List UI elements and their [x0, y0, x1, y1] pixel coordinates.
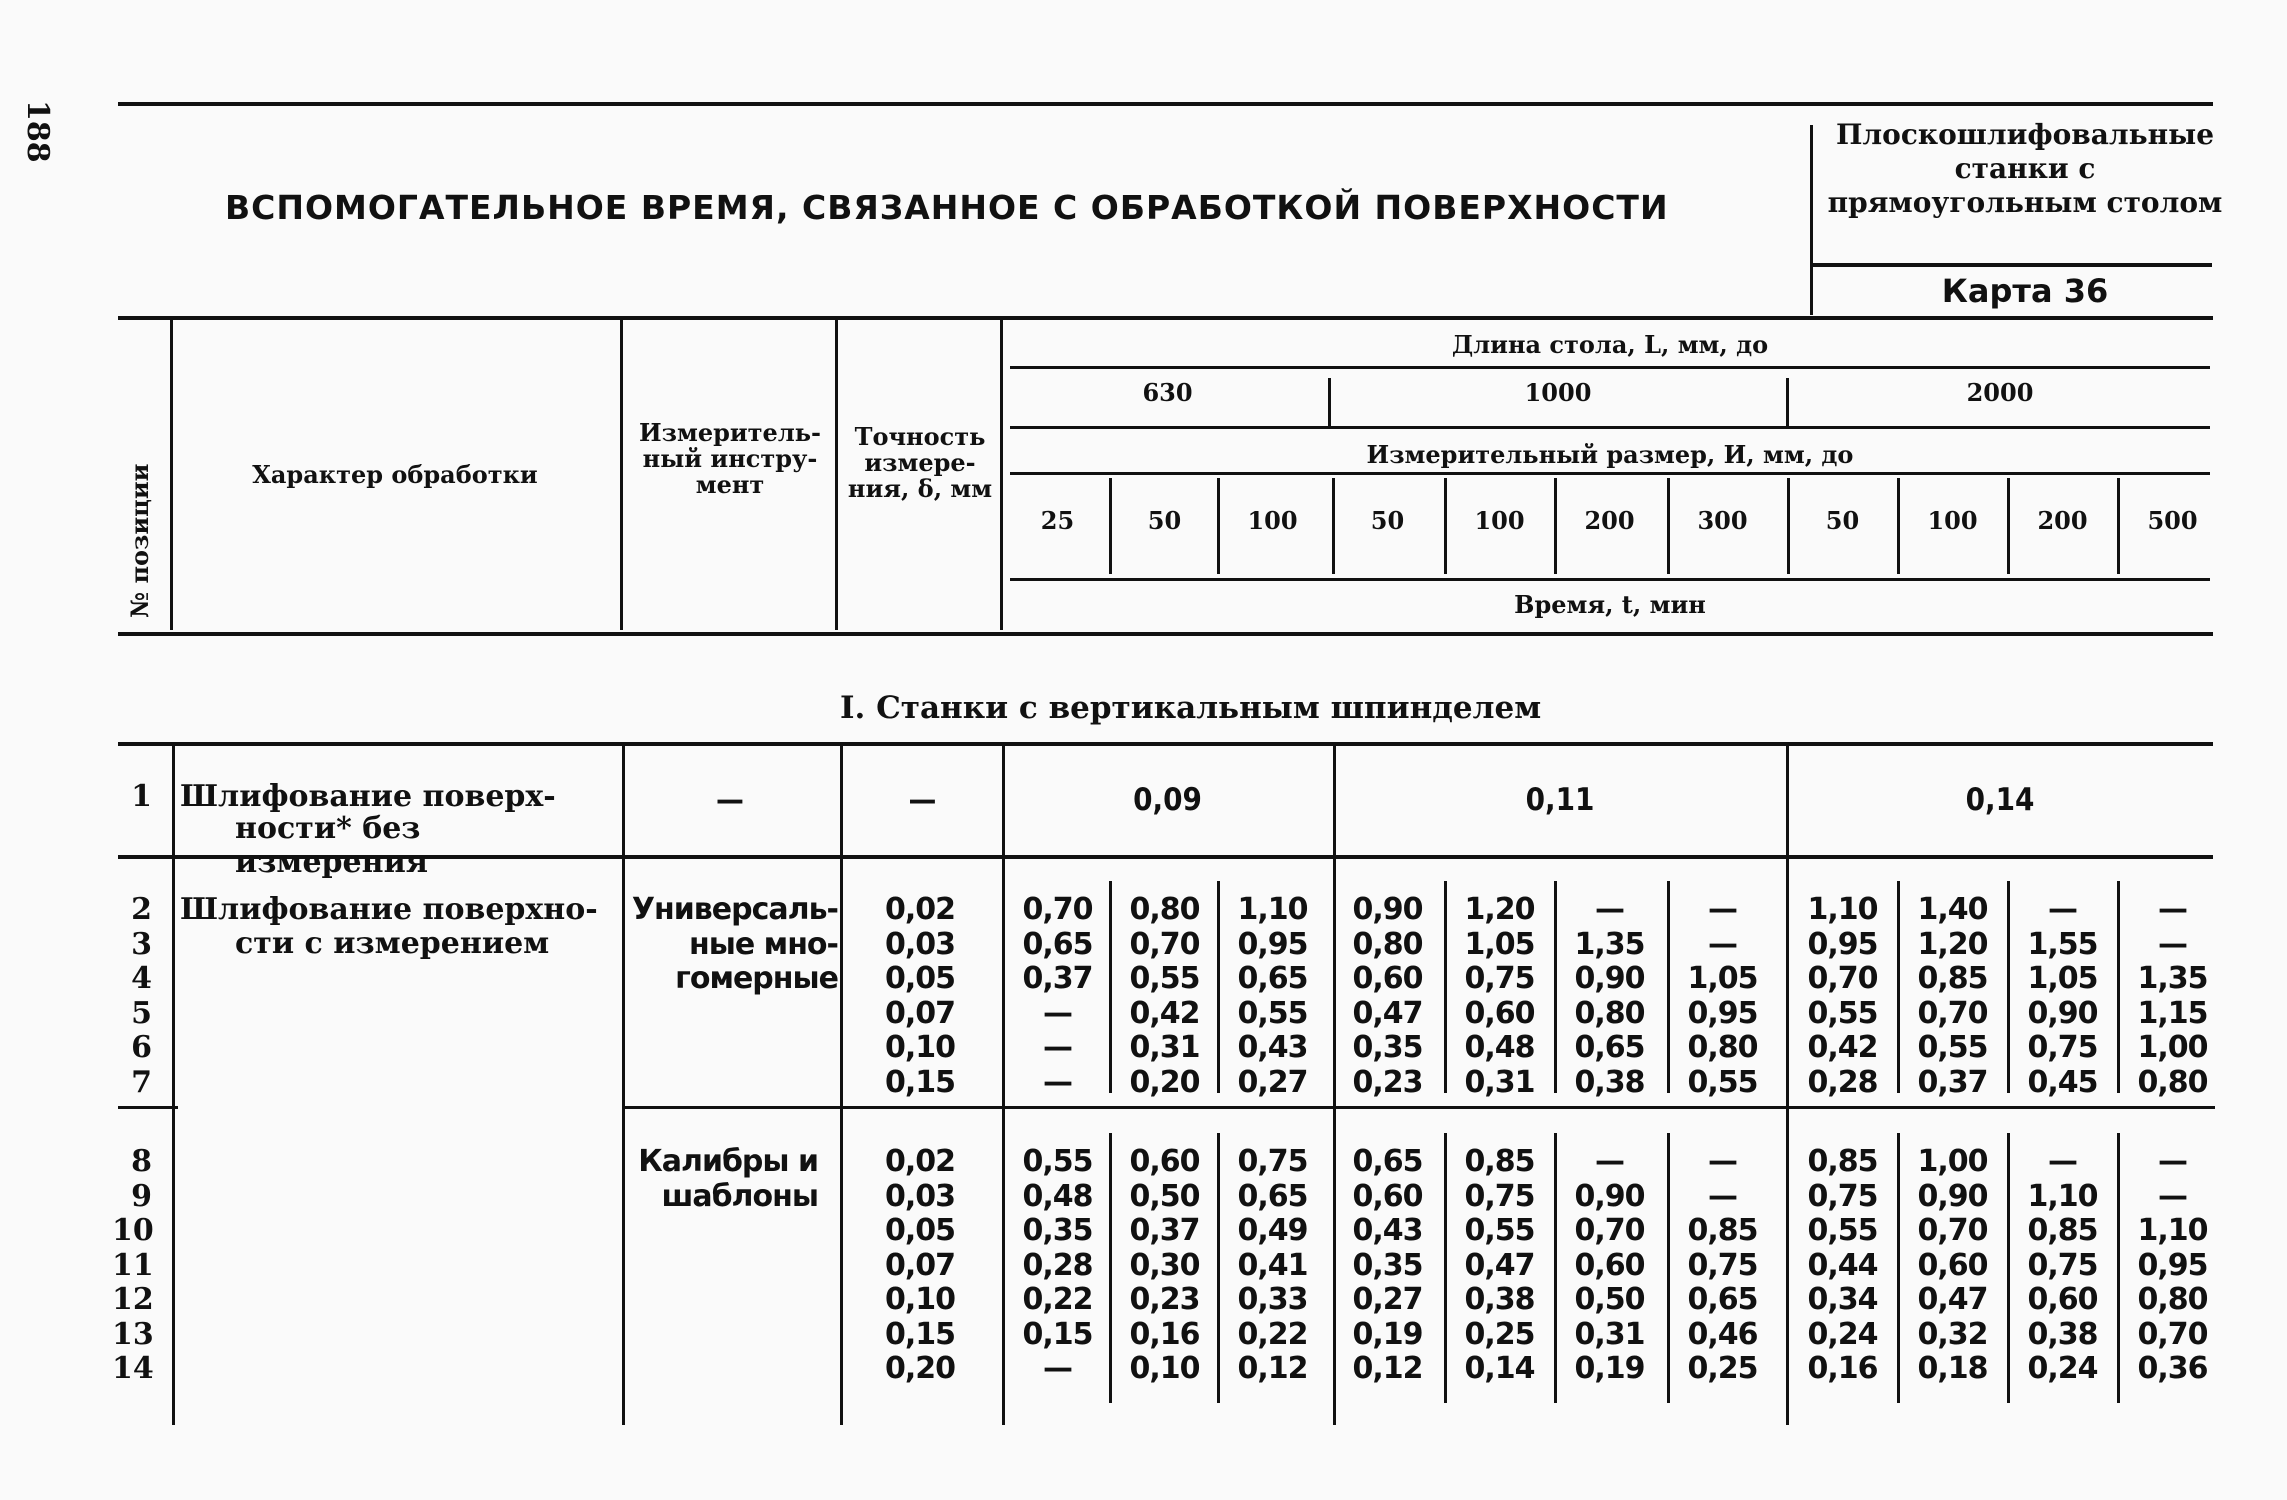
row1-instrument: — [716, 782, 744, 818]
row1-time-2000: 0,14 [1965, 782, 2035, 818]
group2-time-column: — 0,90 0,70 0,60 0,50 0,31 0,19 [1574, 1144, 1645, 1386]
measured-size-header: Измерительный размер, И, мм, до [1366, 440, 1854, 469]
top-rule [118, 102, 2213, 106]
group1-time-column: 1,10 0,95 0,65 0,55 0,43 0,27 [1237, 892, 1308, 1100]
time-column-divider [2007, 1133, 2010, 1403]
instrument-header: Измеритель-ный инстру-мент [638, 418, 821, 499]
page-title: ВСПОМОГАТЕЛЬНОЕ ВРЕМЯ, СВЯЗАННОЕ С ОБРАБОТКОЙ ПОВЕРХНОСТИ [225, 188, 1669, 227]
length-rule [1010, 366, 2210, 369]
header-col-divider [1000, 320, 1003, 630]
size-divider [1667, 478, 1670, 574]
sizes-rule [1010, 472, 2210, 475]
time-column-divider [2117, 881, 2120, 1093]
length-1000: 1000 [1524, 378, 1592, 407]
size-header-cell: 50 [1825, 506, 1860, 535]
group1-time-column: 1,20 1,05 0,75 0,60 0,48 0,31 [1464, 892, 1535, 1100]
size-divider [1332, 478, 1335, 574]
group1-processing-line1: Шлифование поверхно- [180, 892, 598, 927]
size-header-cell: 100 [1927, 506, 1978, 535]
size-header-cell: 300 [1697, 506, 1748, 535]
group2-time-column: 0,85 0,75 0,55 0,47 0,38 0,25 0,14 [1464, 1144, 1535, 1386]
section-title: I. Станки с вертикальным шпинделем [840, 690, 1542, 726]
body-col-divider [622, 745, 625, 1425]
group1-row-numbers: 2 3 4 5 6 7 [131, 892, 152, 1100]
size-divider [1217, 478, 1220, 574]
size-header-cell: 100 [1247, 506, 1298, 535]
table-length-header: Длина стола, L, мм, до [1451, 330, 1769, 359]
body-col-divider [840, 745, 843, 1425]
body-col-divider [1786, 745, 1789, 1425]
size-header-cell: 200 [2037, 506, 2088, 535]
group2-time-column: 0,55 0,48 0,35 0,28 0,22 0,15 — [1022, 1144, 1093, 1386]
group1-time-column: — — 1,35 1,15 1,00 0,80 [2137, 892, 2208, 1100]
size-divider [2117, 478, 2120, 574]
group1-time-column: — — 1,05 0,95 0,80 0,55 [1687, 892, 1758, 1100]
group2-time-column: — 1,10 0,85 0,75 0,60 0,38 0,24 [2027, 1144, 2098, 1386]
time-column-divider [1897, 1133, 1900, 1403]
time-column-divider [1897, 881, 1900, 1093]
time-header: Время, t, мин [1514, 590, 1706, 619]
group1-time-column: 1,10 0,95 0,70 0,55 0,42 0,28 [1807, 892, 1878, 1100]
time-column-divider [1667, 881, 1670, 1093]
group1-instrument: Универсаль- ные мно- гомерные [631, 892, 838, 996]
time-column-divider [1217, 1133, 1220, 1403]
group2-time-column: 0,85 0,75 0,55 0,44 0,34 0,24 0,16 [1807, 1144, 1878, 1386]
group1-accuracy: 0,02 0,03 0,05 0,07 0,10 0,15 [884, 892, 956, 1100]
time-column-divider [1554, 881, 1557, 1093]
accuracy-header: Точность измере-ния, δ, мм [847, 422, 993, 503]
time-column-divider [2117, 1133, 2120, 1403]
time-column-divider [2007, 881, 2010, 1093]
card-number: Карта 36 [1941, 272, 2109, 310]
row1-accuracy: — [908, 782, 937, 818]
size-divider [1897, 478, 1900, 574]
group2-accuracy: 0,02 0,03 0,05 0,07 0,10 0,15 0,20 [884, 1144, 956, 1386]
body-top-rule [118, 742, 2213, 746]
time-column-divider [1667, 1133, 1670, 1403]
length-divider [1328, 378, 1331, 426]
page-number: 188 [20, 100, 55, 163]
group2-row-numbers: 8 9 10 11 12 13 14 [112, 1144, 154, 1386]
group2-time-column: 1,00 0,90 0,70 0,60 0,47 0,32 0,18 [1917, 1144, 1988, 1386]
row1-processing-line1: Шлифование поверх- [180, 779, 556, 814]
row1-time-1000: 0,11 [1525, 782, 1595, 818]
group1-processing-line2: сти с измерением [235, 926, 550, 961]
size-divider [1109, 478, 1112, 574]
group2-time-column: — — 0,85 0,75 0,65 0,46 0,25 [1687, 1144, 1758, 1386]
group1-time-column: 0,90 0,80 0,60 0,47 0,35 0,23 [1352, 892, 1423, 1100]
time-column-divider [1217, 881, 1220, 1093]
title-box-divider [1810, 125, 1813, 315]
time-column-divider [1554, 1133, 1557, 1403]
machine-type: Плоскошлифовальные станки с прямоугольным столом [1827, 118, 2223, 219]
group1-time-column: 1,40 1,20 0,85 0,70 0,55 0,37 [1917, 892, 1988, 1100]
group2-time-column: 0,75 0,65 0,49 0,41 0,33 0,22 0,12 [1237, 1144, 1308, 1386]
row-number: 1 [131, 779, 152, 814]
size-header-cell: 50 [1147, 506, 1182, 535]
row1-time-630: 0,09 [1133, 782, 1202, 818]
header-top-rule [118, 316, 2213, 320]
row1-processing-line2: ности* без измерения [235, 811, 428, 880]
time-rule [1010, 578, 2210, 581]
header-col-divider [620, 320, 623, 630]
group-rule-left [118, 1106, 178, 1109]
group2-time-column: — — 1,10 0,95 0,80 0,70 0,36 [2137, 1144, 2208, 1386]
size-header-cell: 500 [2147, 506, 2198, 535]
time-column-divider [1109, 881, 1112, 1093]
size-divider [1554, 478, 1557, 574]
size-divider [2007, 478, 2010, 574]
length-divider [1786, 378, 1789, 426]
group-rule [625, 1106, 2215, 1109]
size-header-cell: 200 [1584, 506, 1635, 535]
time-column-divider [1444, 1133, 1447, 1403]
time-column-divider [1444, 881, 1447, 1093]
size-header-cell: 50 [1370, 506, 1405, 535]
length-630: 630 [1142, 378, 1193, 407]
group1-time-column: — 1,55 1,05 0,90 0,75 0,45 [2027, 892, 2098, 1100]
time-column-divider [1109, 1133, 1112, 1403]
group1-time-column: — 1,35 0,90 0,80 0,65 0,38 [1574, 892, 1645, 1100]
size-divider [1787, 478, 1790, 574]
size-rule [1010, 426, 2210, 429]
processing-header: Характер обработки [252, 460, 538, 489]
card-rule [1812, 263, 2212, 267]
header-bottom-rule [118, 632, 2213, 636]
group1-time-column: 0,70 0,65 0,37 — — — [1022, 892, 1093, 1100]
length-2000: 2000 [1966, 378, 2034, 407]
body-col-divider [172, 745, 175, 1425]
header-col-divider [170, 320, 173, 630]
size-header-cell: 100 [1474, 506, 1525, 535]
header-col-divider [835, 320, 838, 630]
size-divider [1444, 478, 1447, 574]
group1-time-column: 0,80 0,70 0,55 0,42 0,31 0,20 [1129, 892, 1200, 1100]
group2-time-column: 0,65 0,60 0,43 0,35 0,27 0,19 0,12 [1352, 1144, 1423, 1386]
group2-time-column: 0,60 0,50 0,37 0,30 0,23 0,16 0,10 [1129, 1144, 1200, 1386]
position-no-header: № позиции [125, 463, 154, 618]
group2-instrument: Калибры и шаблоны [638, 1144, 818, 1214]
size-header-cell: 25 [1040, 506, 1075, 535]
